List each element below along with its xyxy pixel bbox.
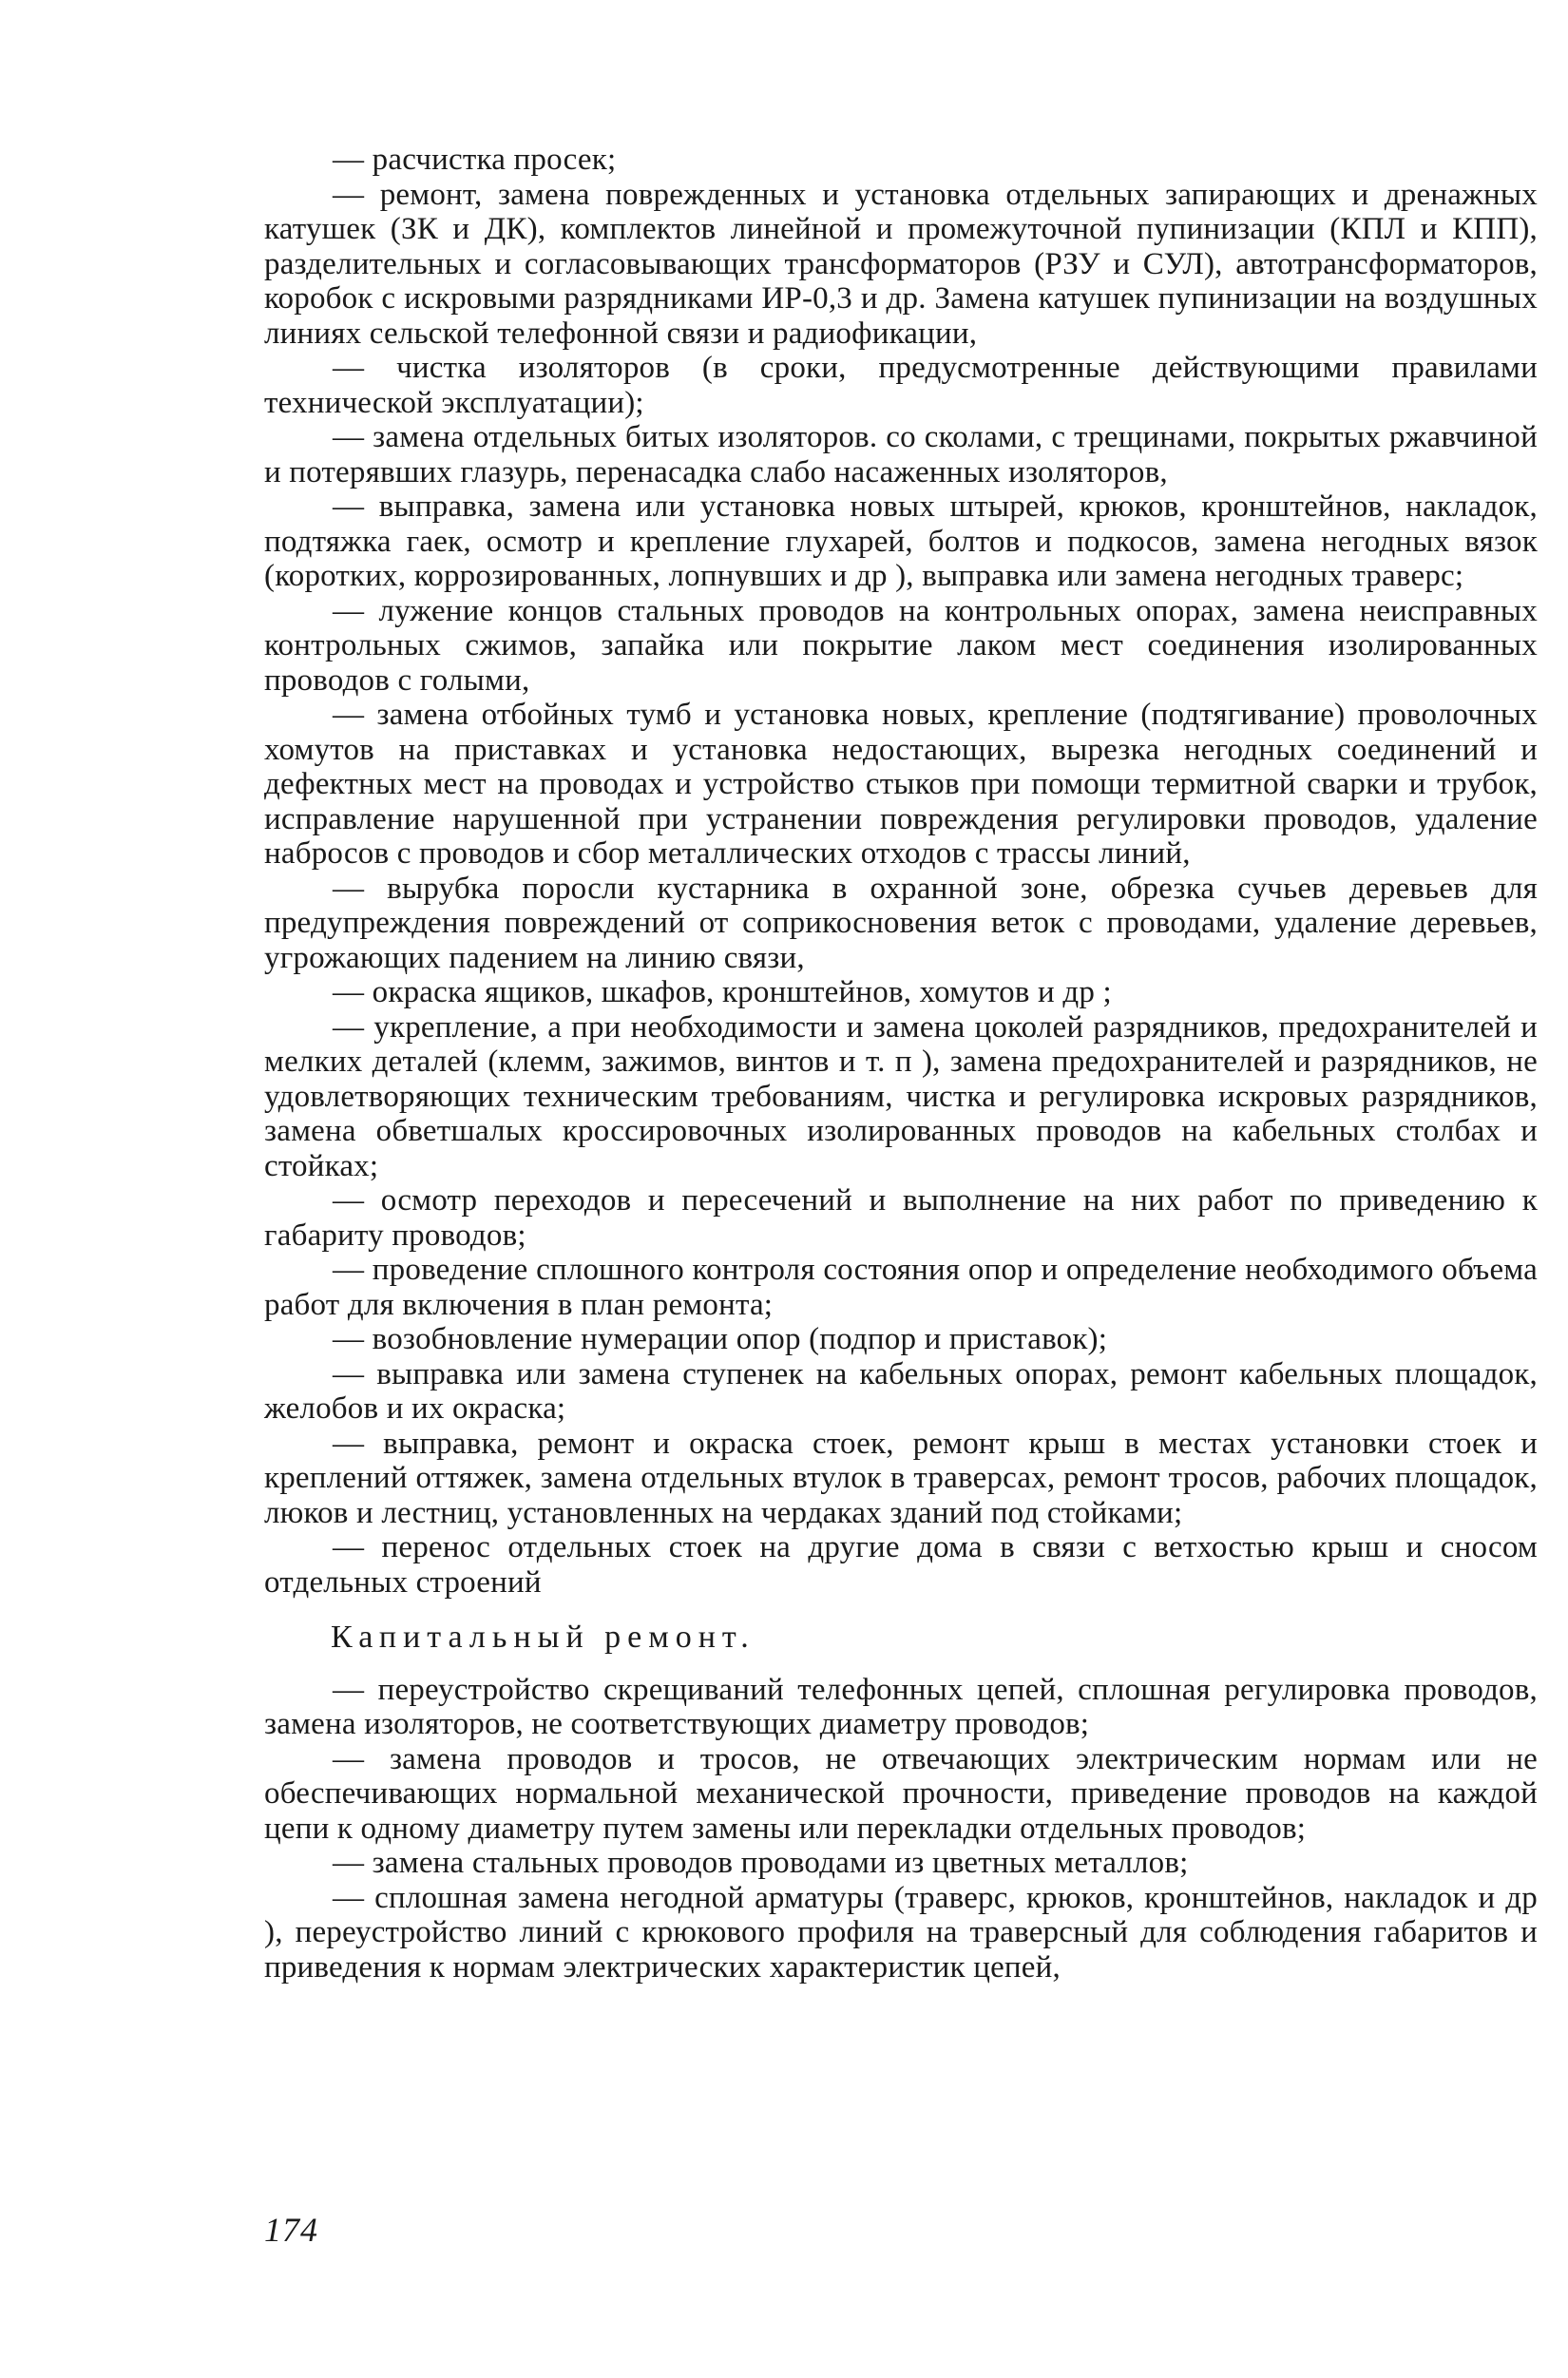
section-heading: Капитальный ремонт.: [331, 1620, 755, 1655]
paragraph: — замена стальных проводов проводами из цветных металлов;: [333, 1846, 1189, 1880]
paragraph: — осмотр переходов и пересечений и выполнение на них работ по приведению к габариту проводов;: [264, 1183, 1538, 1253]
paragraph: — чистка изоляторов (в сроки, предусмотренные действующими правилами технической эксплуатации);: [264, 351, 1538, 420]
paragraph: — расчистка просек;: [333, 143, 617, 177]
paragraph: — перенос отдельных стоек на другие дома в связи с ветхостью крыш и сносом отдельных строений: [264, 1530, 1538, 1600]
paragraph: — выправка, замена или установка новых штырей, крюков, кронштейнов, накладок, подтяжка гаек, осмотр и крепление глухарей, болтов и подкосов, замена негодных вязок (коротких, коррозированных, лопнувших и др ), выправка или замена негодных траверс;: [264, 489, 1538, 593]
paragraph: — замена отбойных тумб и установка новых, крепление (подтягивание) проволочных хомутов на приставках и установка недостающих, вырезка негодных соединений и дефектных мест на проводах и устройство стыков при помощи термитной сварки и трубок, исправление нарушенной при устранении повреждения регулировки проводов, удаление набросов с проводов и сбор металлических отходов с трассы линий,: [264, 698, 1538, 871]
paragraph: — сплошная замена негодной арматуры (траверс, крюков, кронштейнов, накладок и др ), переустройство линий с крюкового профиля на траверсный для соблюдения габаритов и приведения к нормам электрических характеристик цепей,: [264, 1880, 1538, 1985]
paragraph: — замена отдельных битых изоляторов. со сколами, с трещинами, покрытых ржавчиной и потерявших глазурь, перенасадка слабо насаженных изоляторов,: [264, 420, 1538, 489]
paragraph: — лужение концов стальных проводов на контрольных опорах, замена неисправных контрольных сжимов, запайка или покрытие лаком мест соединения изолированных проводов с голыми,: [264, 593, 1538, 698]
paragraph: — укрепление, а при необходимости и замена цоколей разрядников, предохранителей и мелких деталей (клемм, зажимов, винтов и т. п ), замена предохранителей и разрядников, не удовлетворяющих техническим требованиям, чистка и регулировка искровых разрядников, замена обветшалых кроссировочных изолированных проводов на кабельных столбах и стойках;: [264, 1009, 1538, 1183]
body-text: [264, 143, 1538, 1985]
paragraph: — проведение сплошного контроля состояния опор и определение необходимого объема работ для включения в план ремонта;: [264, 1253, 1538, 1322]
paragraph: — вырубка поросли кустарника в охранной зоне, обрезка сучьев деревьев для предупреждения повреждений от соприкосновения веток с проводами, удаление деревьев, угрожающих падением на линию связи,: [264, 871, 1538, 975]
paragraph: — выправка, ремонт и окраска стоек, ремонт крыш в местах установки стоек и креплений оттяжек, замена отдельных втулок в траверсах, ремонт тросов, рабочих площадок, люков и лестниц, установленных на чердаках зданий под стойками;: [264, 1426, 1538, 1530]
page-number: 174: [264, 2211, 318, 2249]
paragraph: — ремонт, замена поврежденных и установка отдельных запирающих и дренажных катушек (ЗК и ДК), комплектов линейной и промежуточной пупинизации (КПЛ и КПП), разделительных и согласовывающих трансформаторов (РЗУ и СУЛ), автотрансформаторов, коробок с искровыми разрядниками ИР-0,3 и др. Замена катушек пупинизации на воздушных линиях сельской телефонной связи и радиофикации,: [264, 177, 1538, 351]
paragraph: — возобновление нумерации опор (подпор и приставок);: [333, 1322, 1108, 1356]
paragraph: — окраска ящиков, шкафов, кронштейнов, хомутов и др ;: [333, 975, 1112, 1009]
paragraph: — замена проводов и тросов, не отвечающих электрическим нормам или не обеспечивающих нормальной механической прочности, приведение проводов на каждой цепи к одному диаметру путем замены или перекладки отдельных проводов;: [264, 1741, 1538, 1846]
paragraph: — переустройство скрещиваний телефонных цепей, сплошная регулировка проводов, замена изоляторов, не соответствующих диаметру проводов;: [264, 1672, 1538, 1741]
paragraph: — выправка или замена ступенек на кабельных опорах, ремонт кабельных площадок, желобов и их окраска;: [264, 1356, 1538, 1426]
